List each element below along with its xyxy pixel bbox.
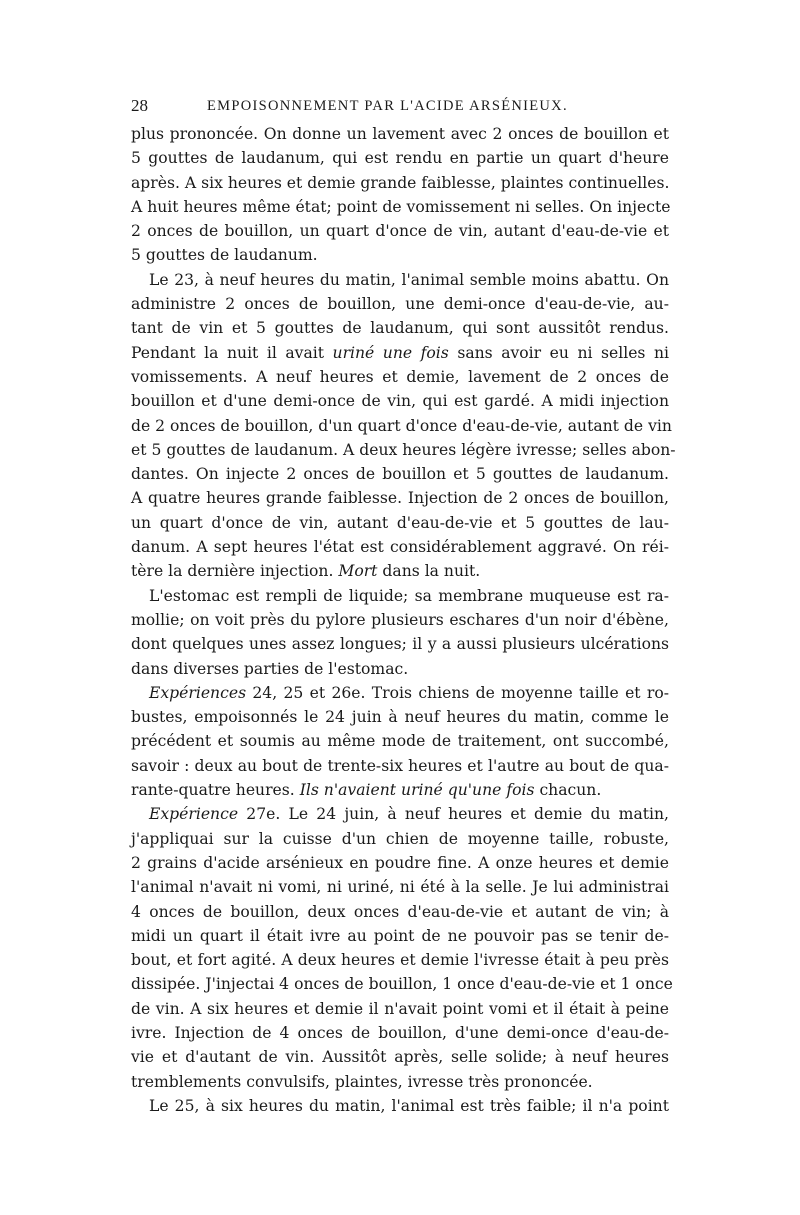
italic-text: Mort (338, 562, 378, 581)
text-line: midi un quart il était ivre au point de ne pouvoir pas se tenir de- (131, 926, 669, 945)
text-line: dissipée. J'injectai 4 onces de bouillon, 1 once d'eau-de-vie et 1 once (131, 975, 673, 994)
text-line: ivre. Injection de 4 onces de bouillon, d'une demi-once d'eau-de- (131, 1023, 669, 1042)
text-line: 2 grains d'acide arsénieux en poudre fine. A onze heures et demie (131, 853, 669, 872)
text-line: un quart d'once de vin, autant d'eau-de-vie et 5 gouttes de lau- (131, 513, 669, 532)
paragraph (131, 584, 669, 681)
paragraph (131, 1094, 669, 1118)
text-line: Pendant la nuit il avait uriné une fois sans avoir eu ni selles ni (131, 343, 669, 362)
text-line: plus prononcée. On donne un lavement avec 2 onces de bouillon et (131, 125, 669, 143)
text-line: Le 25, à six heures du matin, l'animal est très faible; il n'a point (149, 1096, 669, 1115)
text-line: l'animal n'avait ni vomi, ni uriné, ni été à la selle. Je lui administrai (131, 878, 669, 897)
text-line: bouillon et d'une demi-once de vin, qui est gardé. A midi injection (131, 392, 669, 411)
text-line: Expériences 24, 25 et 26e. Trois chiens de moyenne taille et ro- (149, 683, 669, 702)
text-line: 4 onces de bouillon, deux onces d'eau-de-vie et autant de vin; à (131, 902, 669, 921)
text-line: danum. A sept heures l'état est considérablement aggravé. On réi- (131, 538, 669, 557)
text-line: 5 gouttes de laudanum, qui est rendu en partie un quart d'heure (131, 149, 669, 168)
text-line: tère la dernière injection. Mort dans la nuit. (131, 562, 481, 581)
italic-text: Ils n'avaient uriné qu'une fois (299, 781, 535, 800)
text-line: précédent et soumis au même mode de traitement, ont succombé, (131, 732, 669, 751)
body-text (131, 122, 676, 1118)
text-line: Expérience 27e. Le 24 juin, à neuf heures et demie du matin, (149, 805, 669, 824)
paragraph (131, 681, 669, 802)
page-header (131, 96, 669, 122)
text-line: A huit heures même état; point de vomissement ni selles. On injecte (131, 197, 671, 216)
text-line: tremblements convulsifs, plaintes, ivresse très prononcée. (131, 1072, 593, 1091)
text-line: bout, et fort agité. A deux heures et demie l'ivresse était à peu près (131, 951, 669, 970)
italic-text: uriné une fois (332, 343, 449, 362)
text-line: savoir : deux au bout de trente-six heures et l'autre au bout de qua- (131, 756, 669, 775)
text-line: et 5 gouttes de laudanum. A deux heures légère ivresse; selles abon- (131, 440, 676, 459)
text-line: administre 2 onces de bouillon, une demi-once d'eau-de-vie, au- (131, 295, 669, 314)
italic-text: Expérience (149, 805, 239, 824)
text-line: après. A six heures et demie grande faiblesse, plaintes continuelles. (131, 173, 670, 192)
page-number: 28 (131, 96, 148, 115)
text-line: dont quelques unes assez longues; il y a aussi plusieurs ulcérations (131, 635, 669, 654)
running-title: EMPOISONNEMENT PAR L'ACIDE ARSÉNIEUX. (207, 98, 568, 114)
text-line: rante-quatre heures. Ils n'avaient uriné qu'une fois chacun. (131, 781, 602, 800)
text-line: vomissements. A neuf heures et demie, lavement de 2 onces de (131, 367, 669, 386)
text-line: j'appliquai sur la cuisse d'un chien de moyenne taille, robuste, (131, 829, 669, 848)
paragraph (131, 268, 676, 584)
text-line: dantes. On injecte 2 onces de bouillon et 5 gouttes de laudanum. (131, 465, 669, 484)
text-line: bustes, empoisonnés le 24 juin à neuf heures du matin, comme le (131, 708, 669, 727)
text-line: de vin. A six heures et demie il n'avait point vomi et il était à peine (131, 999, 669, 1018)
text-line: vie et d'autant de vin. Aussitôt après, selle solide; à neuf heures (131, 1048, 669, 1067)
text-line: Le 23, à neuf heures du matin, l'animal semble moins abattu. On (149, 270, 669, 289)
text-line: 2 onces de bouillon, un quart d'once de vin, autant d'eau-de-vie et (131, 222, 669, 241)
text-line: dans diverses parties de l'estomac. (131, 659, 409, 678)
paragraph (131, 802, 673, 1094)
text-line: L'estomac est rempli de liquide; sa membrane muqueuse est ra- (149, 586, 669, 605)
text-line: 5 gouttes de laudanum. (131, 246, 318, 265)
italic-text: Expériences (149, 683, 247, 702)
text-line: mollie; on voit près du pylore plusieurs eschares d'un noir d'ébène, (131, 610, 669, 629)
text-line: de 2 onces de bouillon, d'un quart d'once d'eau-de-vie, autant de vin (131, 416, 672, 435)
paragraph (131, 122, 669, 268)
text-line: tant de vin et 5 gouttes de laudanum, qui sont aussitôt rendus. (131, 319, 669, 338)
text-line: A quatre heures grande faiblesse. Injection de 2 onces de bouillon, (131, 489, 669, 508)
